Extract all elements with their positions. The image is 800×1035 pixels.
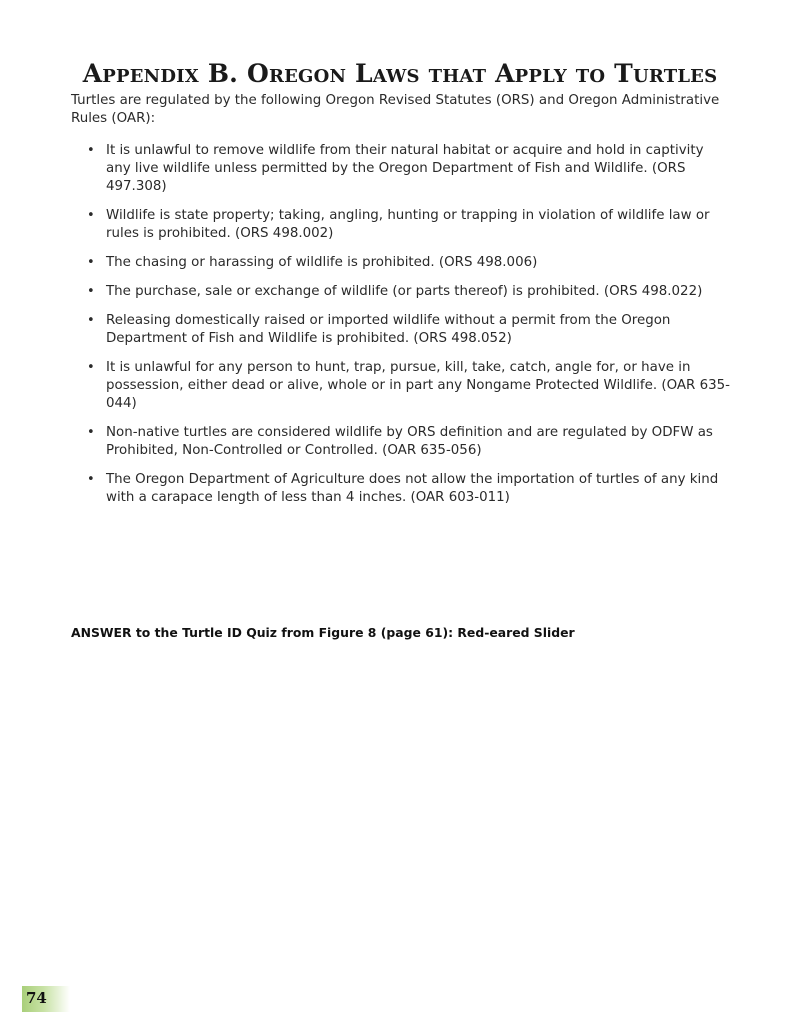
bullet-icon: •	[87, 255, 95, 270]
page-title: Appendix B. Oregon Laws that Apply to Turtles	[82, 58, 718, 88]
list-item	[71, 207, 731, 243]
bullet-icon: •	[87, 208, 95, 223]
laws-list	[71, 142, 731, 518]
list-item	[71, 254, 731, 272]
bullet-icon: •	[87, 360, 95, 375]
quiz-answer: ANSWER to the Turtle ID Quiz from Figure 8 (page 61): Red-eared Slider	[71, 625, 575, 640]
bullet-icon: •	[87, 143, 95, 158]
intro-paragraph: Turtles are regulated by the following Oregon Revised Statutes (ORS) and Oregon Administrative Rules (OAR):	[71, 93, 720, 126]
law-text: The chasing or harassing of wildlife is prohibited. (ORS 498.006)	[106, 255, 538, 270]
bullet-icon: •	[87, 284, 95, 299]
law-text: Releasing domestically raised or imported wildlife without a permit from the Oregon Department of Fish and Wildlife is prohibited. (ORS 498.052)	[106, 313, 671, 346]
list-item	[71, 424, 731, 460]
page-number-band	[22, 986, 70, 1012]
list-item	[71, 359, 731, 413]
list-item	[71, 312, 731, 348]
law-text: Wildlife is state property; taking, angling, hunting or trapping in violation of wildlife law or rules is prohibited. (ORS 498.002)	[106, 208, 710, 241]
list-item	[71, 283, 731, 301]
list-item	[71, 471, 731, 507]
law-text: The Oregon Department of Agriculture does not allow the importation of turtles of any kind with a carapace length of less than 4 inches. (OAR 603-011)	[106, 472, 719, 505]
law-text: The purchase, sale or exchange of wildlife (or parts thereof) is prohibited. (ORS 498.022)	[106, 284, 703, 299]
bullet-icon: •	[87, 425, 95, 440]
page-number: 74	[26, 989, 47, 1007]
law-text: Non-native turtles are considered wildlife by ORS definition and are regulated by ODFW as Prohibited, Non-Controlled or Controlled. (OAR 635-056)	[106, 425, 713, 458]
list-item	[71, 142, 731, 196]
bullet-icon: •	[87, 313, 95, 328]
bullet-icon: •	[87, 472, 95, 487]
law-text: It is unlawful for any person to hunt, trap, pursue, kill, take, catch, angle for, or have in possession, either dead or alive, whole or in part any Nongame Protected Wildlife. (OAR 635-044)	[106, 360, 730, 411]
law-text: It is unlawful to remove wildlife from their natural habitat or acquire and hold in captivity any live wildlife unless permitted by the Oregon Department of Fish and Wildlife. (ORS 497.308)	[106, 143, 704, 194]
